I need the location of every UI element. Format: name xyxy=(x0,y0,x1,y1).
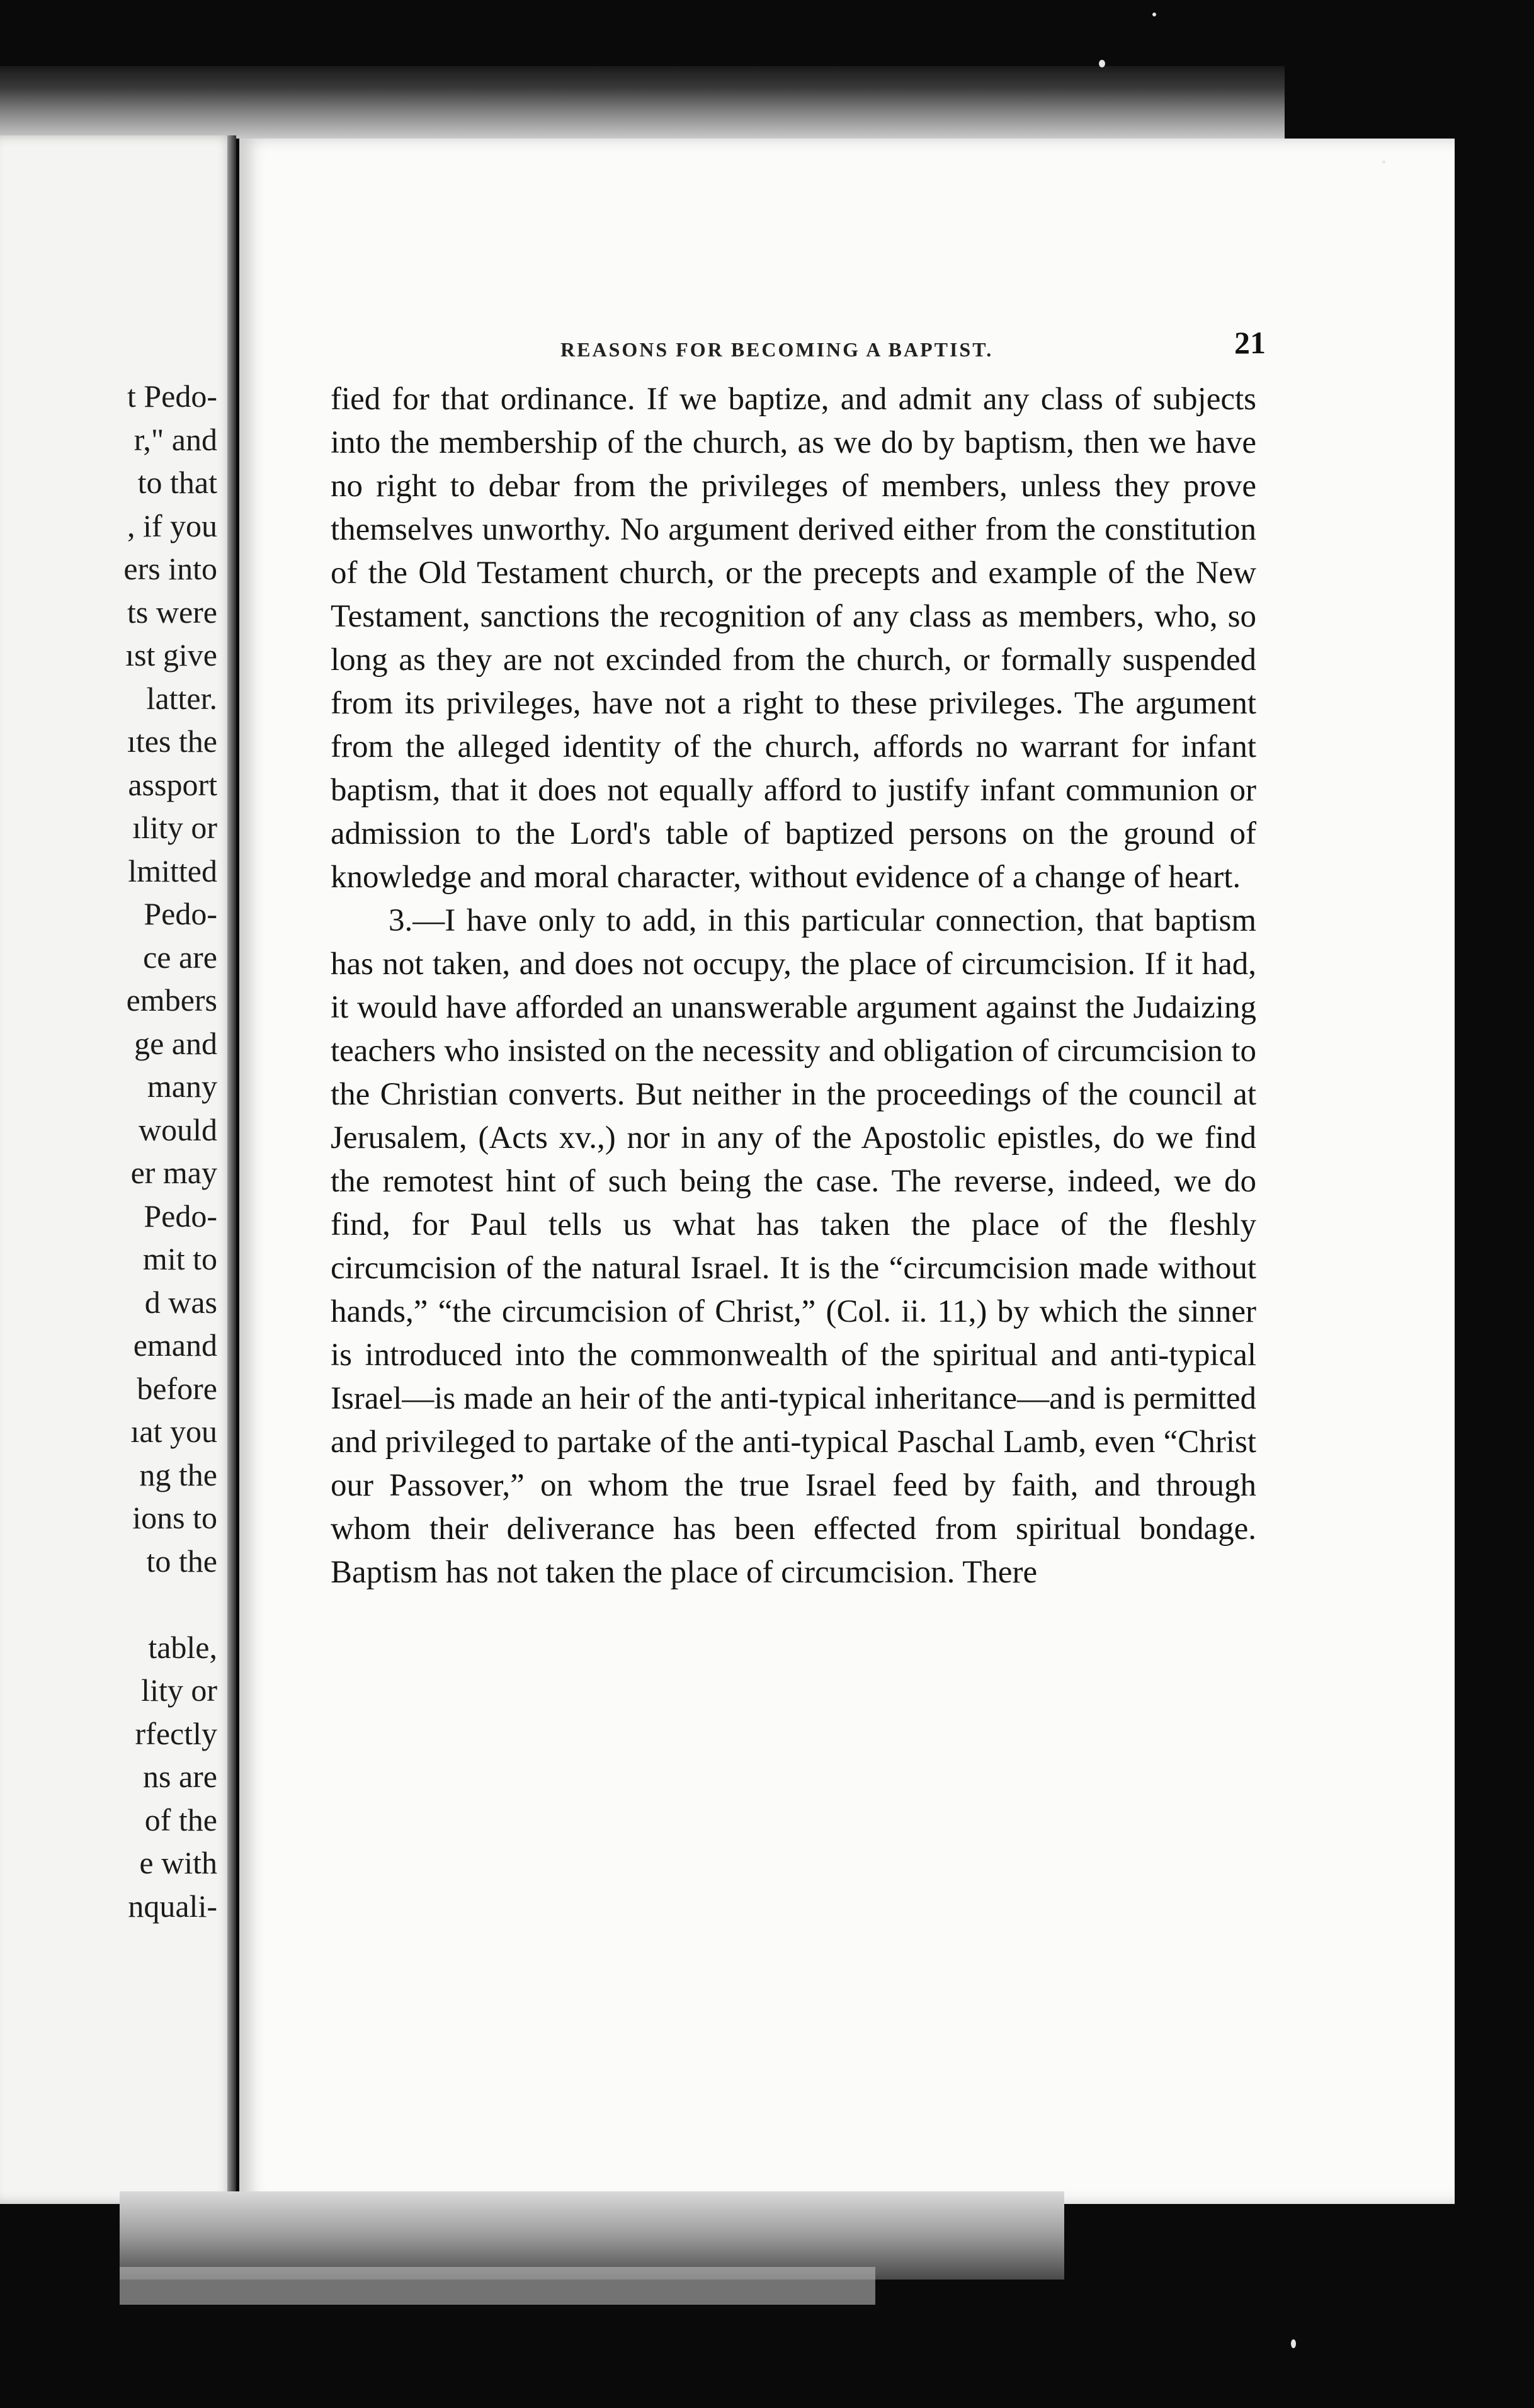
left-page-line: ıat you xyxy=(130,1414,217,1449)
dust-speck xyxy=(1099,60,1105,67)
left-page-line: Pedo- xyxy=(144,896,217,931)
page-number: 21 xyxy=(1234,325,1266,360)
left-page-line: er may xyxy=(130,1155,217,1190)
left-page-line: table, xyxy=(148,1629,217,1665)
left-page-line: ılity or xyxy=(132,810,217,845)
body-text xyxy=(331,378,1256,1594)
left-page-line: embers xyxy=(126,982,217,1018)
left-page-line: before xyxy=(137,1370,217,1406)
left-page-line: ng the xyxy=(139,1457,217,1492)
left-page-line: r," and xyxy=(134,421,217,457)
left-page-line: ns are xyxy=(143,1759,217,1794)
dust-speck xyxy=(1291,2339,1296,2348)
book-bottom-edge-shadow xyxy=(120,2267,875,2305)
left-page-line: e with xyxy=(139,1845,217,1880)
left-page-line: Pedo- xyxy=(144,1198,217,1234)
left-page-line: ers into xyxy=(123,551,217,586)
paragraph: 3.—I have only to add, in this particular connection, that baptism has not taken, and does not occupy, the place of circumcision. If it had, it would have afforded an unanswerable argument against the Judaizing teachers who insisted on the necessity and obligation of circumcision to the Christian converts. But neither in the proceedings of the council at Jerusalem, (Acts xv.,) nor in any of the Apostolic epistles, do we find the remotest hint of such being the case. The reverse, indeed, we do find, for Paul tells us what has taken the place of the fleshly circumcision of the natural Israel. It is the “circumcision made without hands,” “the circumcision of Christ,” (Col. ii. 11,) by which the sinner is introduced into the commonwealth of the spiritual and anti-typical Israel—is made an heir of the anti-typical inheritance—and is permitted and privileged to partake of the anti-typical Paschal Lamb, even “Christ our Passover,” on whom the true Israel feed by faith, and through whom their deliverance has been effected from spiritual bondage. Baptism has not taken the place of circumcision. There xyxy=(331,903,1256,1590)
dust-speck xyxy=(1152,13,1156,16)
left-page-line: emand xyxy=(133,1327,217,1363)
left-page-line: nquali- xyxy=(128,1888,217,1924)
left-page-line: lmitted xyxy=(128,853,217,889)
left-page-line: latter. xyxy=(146,680,217,716)
left-page-line: ts were xyxy=(127,594,217,630)
left-page-line: would xyxy=(139,1111,217,1147)
left-page-line: of the xyxy=(144,1802,217,1837)
left-page-line: ıst give xyxy=(125,637,217,673)
left-page-gutter xyxy=(227,135,236,2204)
running-head: REASONS FOR BECOMING A BAPTIST. xyxy=(560,338,994,361)
left-page-line: ge and xyxy=(134,1025,217,1061)
left-page-line: mit to xyxy=(142,1241,217,1276)
left-page-line: ıtes the xyxy=(127,724,217,759)
left-page-line: many xyxy=(147,1069,217,1104)
page-header xyxy=(321,324,1266,375)
book-bottom-edge xyxy=(120,2191,1064,2280)
left-page-line: rfectly xyxy=(135,1715,217,1751)
left-page-line: , if you xyxy=(127,508,217,543)
left-page-line xyxy=(123,1582,217,1626)
left-page-line: to the xyxy=(146,1543,217,1579)
left-page-line: lity or xyxy=(141,1673,217,1708)
left-page-line: to that xyxy=(137,465,217,500)
left-page-line: t Pedo- xyxy=(127,378,217,414)
paragraph: fied for that ordinance. If we baptize, and admit any class of subjects into the membership of the church, as we do by baptism, then we have no right to debar from the privileges of members, unless they prove themselves unworthy. No argument derived either from the constitution of the Old Testament church, or the precepts and example of the New Testament, sanctions the recognition of any class as members, who, so long as they are not excinded from the church, or formally suspended from its privileges, have not a right to these privileges. The argument from the alleged identity of the church, affords no warrant for infant baptism, that it does not equally afford to justify infant communion or admission to the Lord's table of baptized persons on the ground of knowledge and moral character, without evidence of a change of heart. xyxy=(331,382,1256,895)
left-page-line: ce are xyxy=(143,939,217,975)
left-page-line: d was xyxy=(144,1284,217,1320)
left-page-line: assport xyxy=(128,766,217,802)
left-page-line: ions to xyxy=(132,1500,217,1535)
book-top-edge xyxy=(0,66,1285,139)
dust-speck xyxy=(1382,161,1385,164)
left-page xyxy=(0,135,236,2204)
left-page-text xyxy=(123,375,217,1928)
